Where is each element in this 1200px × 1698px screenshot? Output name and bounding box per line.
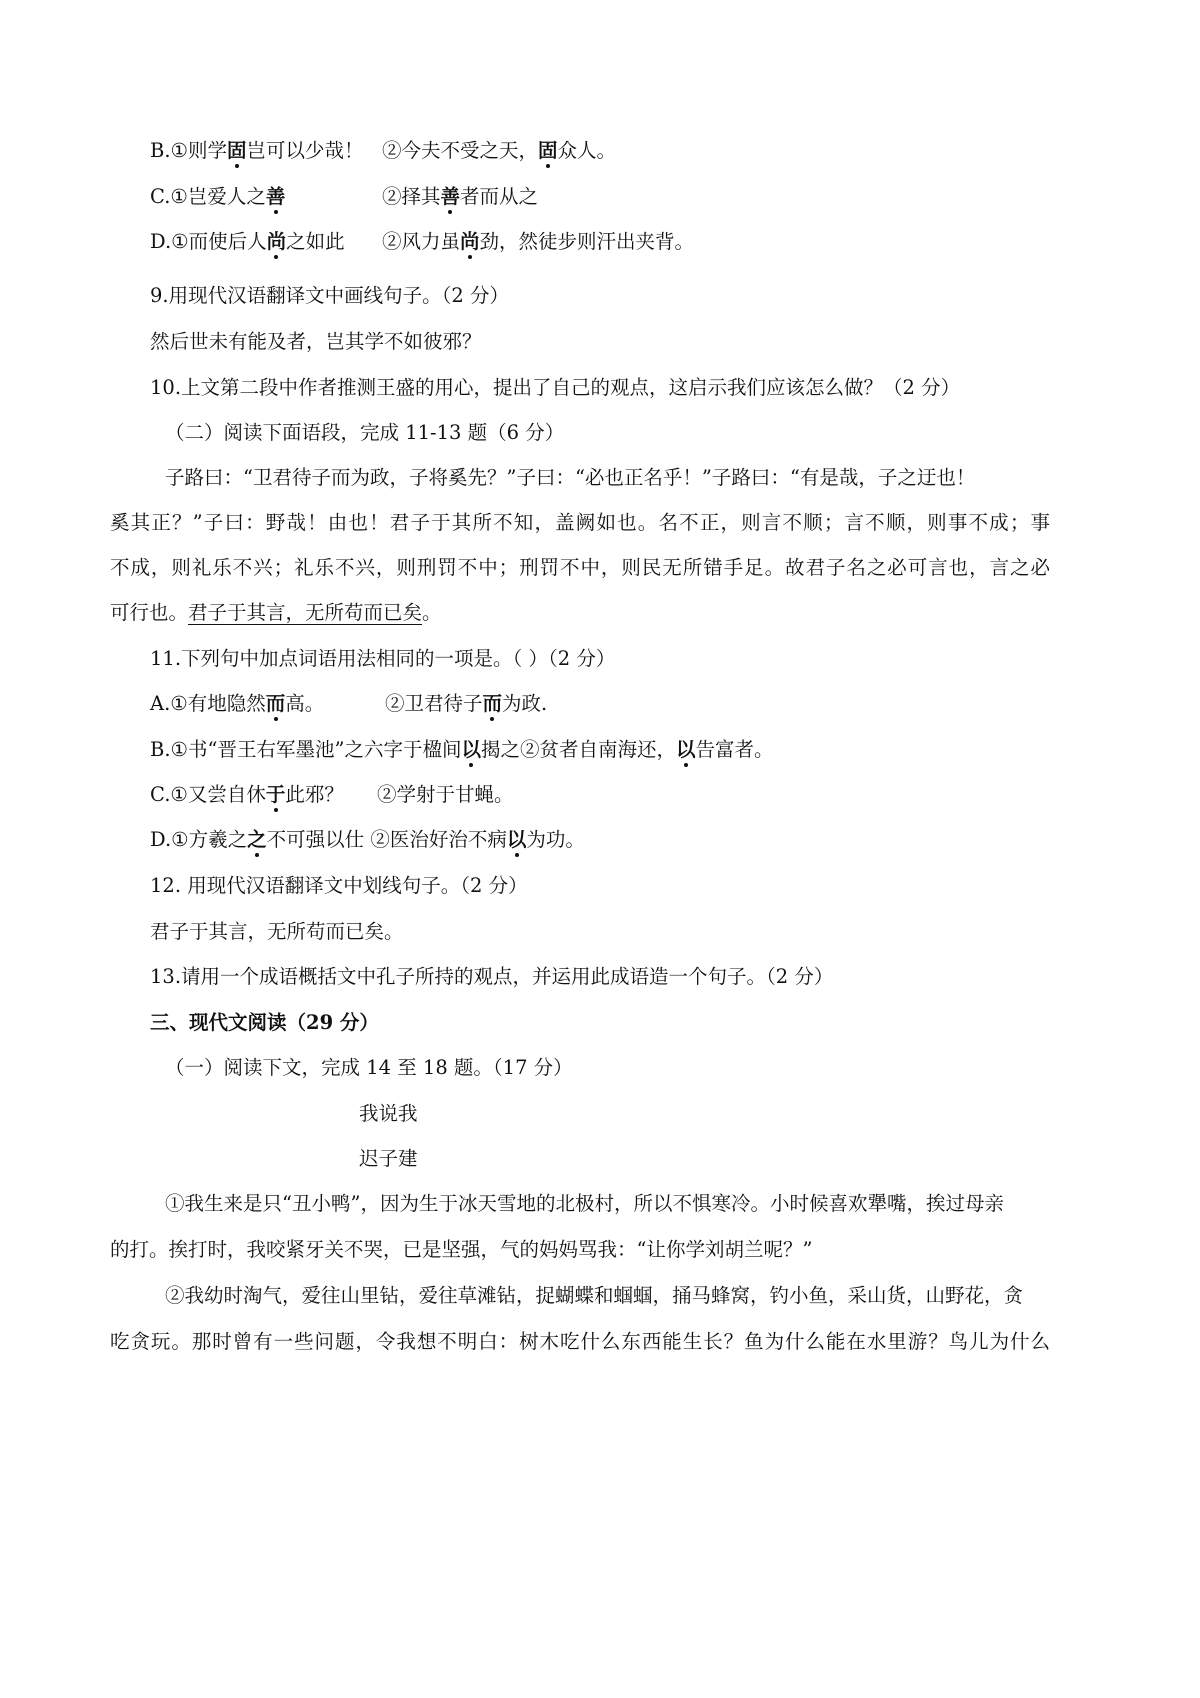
q8-option-c: C.①岂爱人之善 ②择其善者而从之 (150, 185, 539, 208)
q12-sentence: 君子于其言，无所苟而已矣。 (150, 920, 404, 943)
section3-subheading: （一）阅读下文，完成 14 至 18 题。（17 分） (165, 1056, 573, 1079)
q12-prompt: 12. 用现代汉语翻译文中划线句子。（2 分） (150, 874, 528, 897)
article-p2-line-1: ②我幼时淘气，爱往山里钻，爱往草滩钻，捉蝴蝶和蝈蝈，捅马蜂窝，钓小鱼，采山货，山野花，贪 (165, 1284, 1024, 1307)
q11-option-a: A.①有地隐然而高。 ②卫君待子而为政. (150, 692, 548, 715)
q8-option-d: D.①而使后人尚之如此 ②风力虽尚劲，然徒步则汗出夹背。 (150, 230, 695, 253)
passage-line-2: 奚其正？”子曰：野哉！由也！君子于其所不知，盖阙如也。名不正，则言不顺；言不顺，则事不成；事 (110, 511, 1050, 534)
q8-option-b: B.①则学固岂可以少哉！ ②今夫不受之天，固众人。 (150, 139, 617, 162)
section2-heading: （二）阅读下面语段，完成 11-13 题（6 分） (165, 421, 565, 444)
q13-prompt: 13.请用一个成语概括文中孔子所持的观点，并运用此成语造一个句子。（2 分） (150, 965, 834, 988)
q9-sentence: 然后世未有能及者，岂其学不如彼邪？ (150, 330, 482, 353)
underlined-sentence: 君子于其言，无所苟而已矣 (188, 601, 423, 624)
passage-line-3: 不成，则礼乐不兴；礼乐不兴，则刑罚不中；刑罚不中，则民无所错手足。故君子名之必可言也，言之必 (110, 556, 1050, 579)
section3-heading: 三、现代文阅读（29 分） (150, 1011, 379, 1034)
q11-option-b: B.①书“晋王右军墨池”之六字于楹间以揭之②贫者自南海还，以告富者。 (150, 738, 774, 761)
article-p1-line-1: ①我生来是只“丑小鸭”，因为生于冰天雪地的北极村，所以不惧寒冷。小时候喜欢犟嘴，挨过母亲 (165, 1192, 1004, 1215)
passage-line-4: 可行也。君子于其言，无所苟而已矣。 (110, 601, 442, 624)
article-author: 迟子建 (359, 1147, 418, 1170)
q11-option-d: D.①方羲之之不可强以仕 ②医治好治不病以为功。 (150, 828, 585, 851)
article-title: 我说我 (359, 1102, 418, 1125)
article-p1-line-2: 的打。挨打时，我咬紧牙关不哭，已是坚强，气的妈妈骂我：“让你学刘胡兰呢？” (110, 1238, 813, 1261)
q10-prompt: 10.上文第二段中作者推测王盛的用心，提出了自己的观点，这启示我们应该怎么做？（2 分） (150, 376, 961, 399)
q11-option-c: C.①又尝自休于此邪？ ②学射于甘蝇。 (150, 783, 514, 806)
q11-prompt: 11.下列句中加点词语用法相同的一项是。（ ）（2 分） (150, 647, 616, 670)
passage-line-1: 子路曰：“卫君待子而为政，子将奚先？”子曰：“必也正名乎！”子路曰：“有是哉，子之迂也！ (165, 466, 976, 489)
q9-prompt: 9.用现代汉语翻译文中画线句子。（2 分） (150, 284, 509, 307)
article-p2-line-2: 吃贪玩。那时曾有一些问题，令我想不明白：树木吃什么东西能生长？鱼为什么能在水里游？鸟儿为什么 (110, 1330, 1050, 1353)
